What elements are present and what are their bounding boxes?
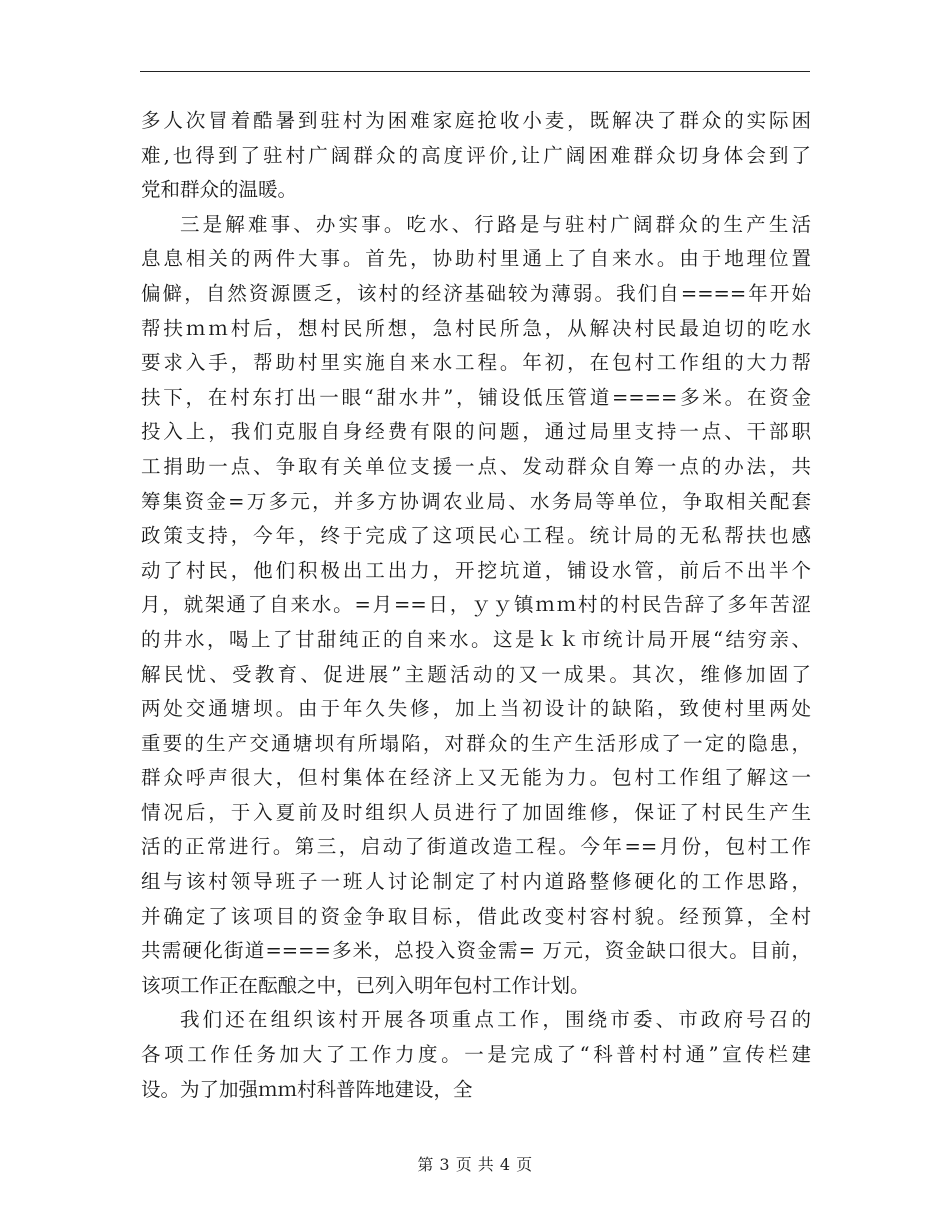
text-line: 并确定了该项目的资金争取目标，借此改变村容村貌。经预算，全村 (141, 904, 811, 928)
text-line: 月，就架通了自来水。=月==日，ｙｙ镇ｍｍ村的村民告辞了多年苦涩 (141, 593, 811, 617)
header-rule (140, 71, 810, 72)
text-line: 难,也得到了驻村广阔群众的高度评价,让广阔困难群众切身体会到了 (141, 143, 811, 167)
text-line: 要求入手，帮助村里实施自来水工程。年初，在包村工作组的大力帮 (141, 351, 811, 375)
text-line: 重要的生产交通塘坝有所塌陷，对群众的生产生活形成了一定的隐患， (141, 731, 811, 755)
text-line: 活的正常进行。第三，启动了街道改造工程。今年==月份，包村工作 (141, 835, 811, 859)
text-line: 投入上，我们克服自身经费有限的问题，通过局里支持一点、干部职 (141, 420, 811, 444)
text-line: 各项工作任务加大了工作力度。一是完成了“科普村村通”宣传栏建 (141, 1043, 811, 1067)
text-line: 情况后，于入夏前及时组织人员进行了加固维修，保证了村民生产生 (141, 800, 811, 824)
text-line: 设。为了加强ｍｍ村科普阵地建设，全 (141, 1077, 473, 1101)
text-line: 两处交通塘坝。由于年久失修，加上当初设计的缺陷，致使村里两处 (141, 697, 811, 721)
text-line: 解民忧、受教育、促进展”主题活动的又一成果。其次，维修加固了 (141, 662, 811, 686)
page-footer: 第 3 页 共 4 页 (417, 1155, 533, 1174)
text-line: 息息相关的两件大事。首先，协助村里通上了自来水。由于地理位置 (141, 247, 811, 271)
text-line: 群众呼声很大，但村集体在经济上又无能为力。包村工作组了解这一 (141, 766, 811, 790)
text-line: 帮扶ｍｍ村后，想村民所想，急村民所急，从解决村民最迫切的吃水 (141, 316, 811, 340)
text-line: 动了村民，他们积极出工出力，开挖坑道，铺设水管，前后不出半个 (141, 558, 811, 582)
text-line: 该项工作正在酝酿之中，已列入明年包村工作计划。 (141, 973, 590, 997)
text-line: 三是解难事、办实事。吃水、行路是与驻村广阔群众的生产生活 (180, 212, 811, 236)
text-line: 组与该村领导班子一班人讨论制定了村内道路整修硬化的工作思路， (141, 870, 811, 894)
text-line: 党和群众的温暖。 (141, 178, 298, 202)
text-line: 多人次冒着酷暑到驻村为困难家庭抢收小麦，既解决了群众的实际困 (141, 109, 811, 132)
text-line: 共需硬化街道====多米，总投入资金需= 万元，资金缺口很大。目前， (141, 939, 811, 963)
text-line: 政策支持，今年，终于完成了这项民心工程。统计局的无私帮扶也感 (141, 524, 811, 548)
text-line: 的井水，喝上了甘甜纯正的自来水。这是ｋｋ市统计局开展“结穷亲、 (141, 627, 811, 651)
text-line: 工捐助一点、争取有关单位支援一点、发动群众自筹一点的办法，共 (141, 454, 811, 478)
body-text (141, 104, 811, 1107)
text-line: 扶下，在村东打出一眼“甜水井”，铺设低压管道====多米。在资金 (141, 385, 811, 409)
text-line: 我们还在组织该村开展各项重点工作，围绕市委、市政府号召的 (180, 1008, 811, 1032)
text-line: 偏僻，自然资源匮乏，该村的经济基础较为薄弱。我们自====年开始 (141, 281, 811, 305)
text-line: 筹集资金=万多元，并多方协调农业局、水务局等单位，争取相关配套 (141, 489, 811, 513)
